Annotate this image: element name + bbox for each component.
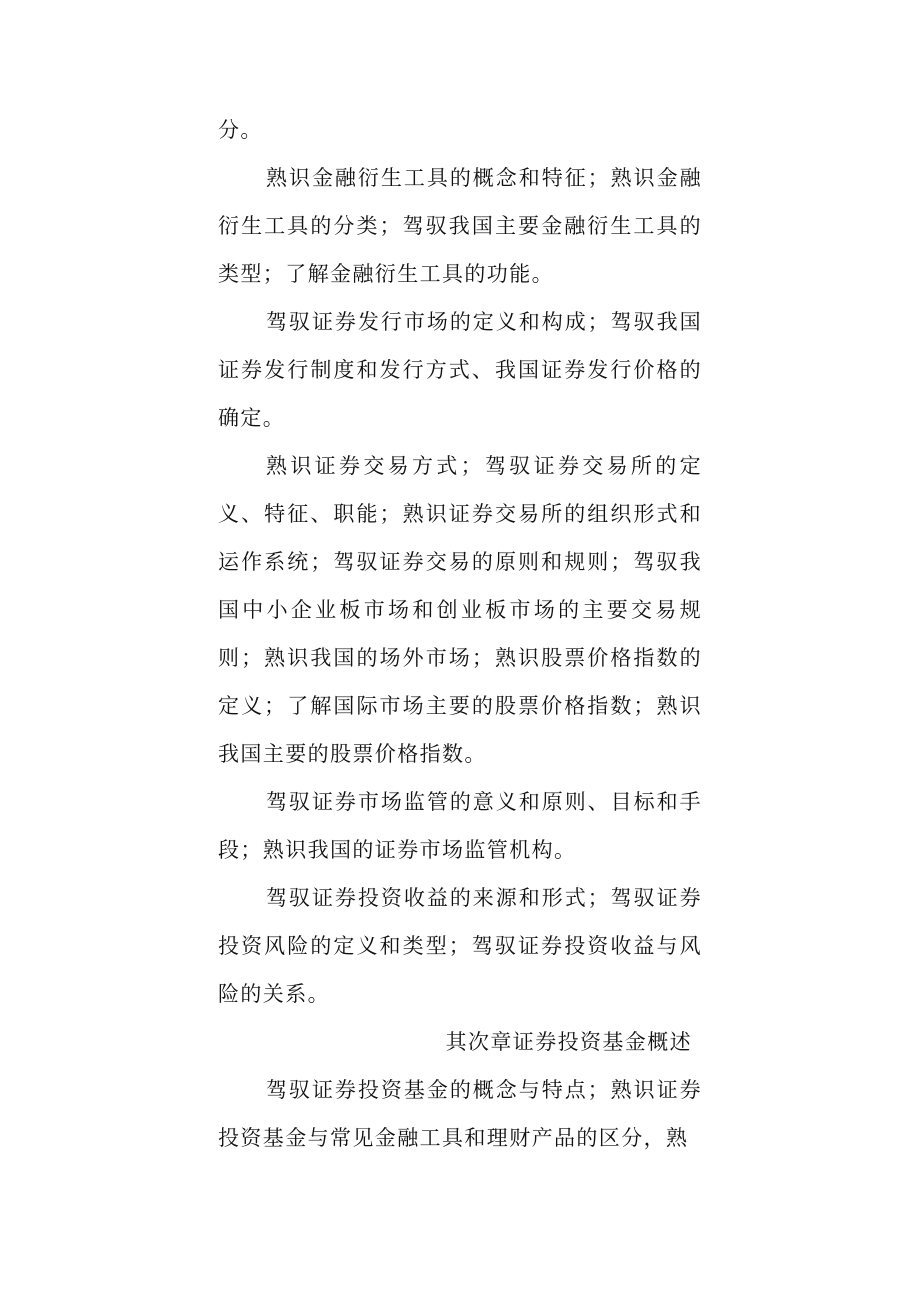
paragraph-return-risk: 驾驭证券投资收益的来源和形式；驾驭证券投资风险的定义和类型；驾驭证券投资收益与风险的关系。 [218,886,702,1006]
paragraph-fund-concept: 驾驭证券投资基金的概念与特点；熟识证券投资基金与常见金融工具和理财产品的区分，熟 [218,1078,702,1150]
chapter-heading: 其次章证券投资基金概述 [445,1030,692,1054]
paragraph-trading: 熟识证券交易方式；驾驭证券交易所的定义、特征、职能；熟识证券交易所的组织形式和运作系统；驾驭证券交易的原则和规则；驾驭我国中小企业板市场和创业板市场的主要交易规则；熟识我国的场外市场；熟识股票价格指数的定义；了解国际市场主要的股票价格指数；熟识我国主要的股票价格指数。 [218,454,702,766]
document-page [218,106,702,1162]
paragraph-issuance-market: 驾驭证券发行市场的定义和构成；驾驭我国证券发行制度和发行方式、我国证券发行价格的确定。 [218,310,702,430]
paragraph-continuation: 分。 [218,118,263,142]
paragraph-derivatives: 熟识金融衍生工具的概念和特征；熟识金融衍生工具的分类；驾驭我国主要金融衍生工具的类型；了解金融衍生工具的功能。 [218,166,702,286]
paragraph-supervision: 驾驭证券市场监管的意义和原则、目标和手段；熟识我国的证券市场监管机构。 [218,790,702,862]
